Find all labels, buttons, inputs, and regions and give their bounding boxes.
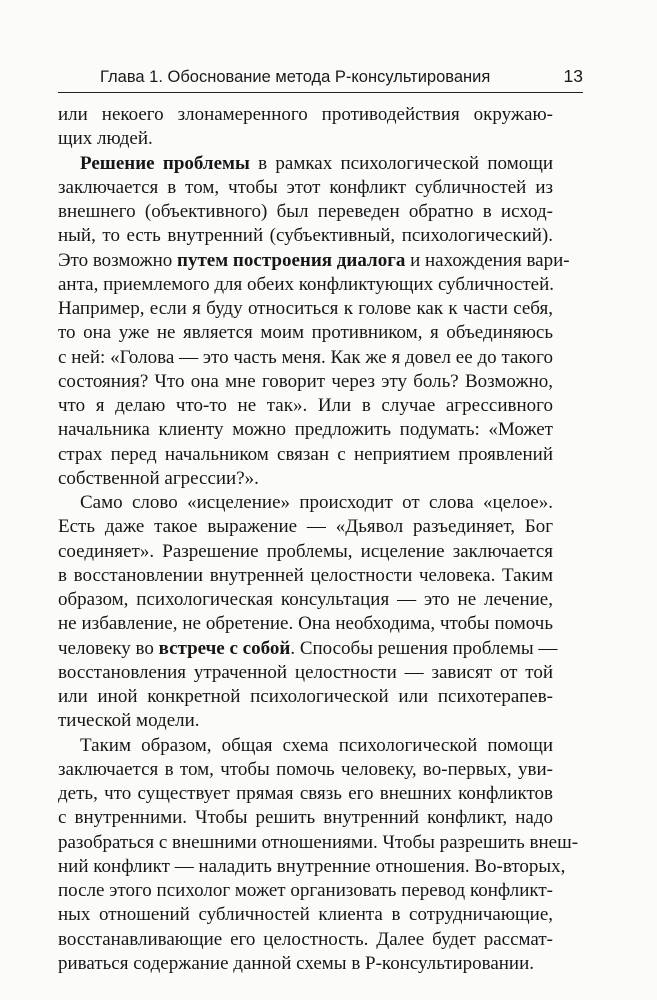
text-run: восстанавливающие его целостность. Далее будет рассмат-: [58, 928, 553, 950]
text-run: с ней: «Голова — это часть меня. Как же я довел ее до такого: [58, 346, 553, 368]
text-run: или иной конкретной психологической или психотерапев-: [58, 686, 553, 707]
text-line: [58, 637, 558, 661]
text-line: [58, 661, 553, 685]
text-run: анта, приемлемого для обеих конфликтующих субличностей.: [58, 273, 555, 295]
text-line: [58, 127, 553, 151]
text-line: [58, 564, 553, 588]
text-run: что я делаю что-то не так». Или в случае агрессивного: [58, 395, 553, 416]
text-run: разобраться с внешними отношениями. Чтобы разрешить внеш-: [58, 831, 579, 853]
text-run: начальника клиенту можно предложить подумать: «Может: [58, 419, 553, 441]
emphasis-text: встрече с собой: [158, 637, 291, 659]
text-line: [58, 224, 553, 248]
text-run: то она уже не является моим противником, я объединяюсь: [58, 322, 553, 344]
text-line: [58, 103, 553, 127]
text-run: тической модели.: [58, 710, 200, 732]
text-line: [58, 273, 553, 297]
text-line: [58, 928, 553, 952]
text-run: образом, психологическая консультация — это не лечение,: [58, 589, 553, 610]
page-number: 13: [563, 66, 583, 86]
page-header: [58, 62, 583, 93]
text-run: внешнего (объективного) был переведен обратно в исход-: [58, 201, 553, 222]
text-line: [58, 758, 553, 782]
paragraph: [58, 103, 553, 152]
emphasis-text: путем построения диалога: [177, 249, 406, 271]
text-run: состояния? Что она мне говорит через эту боль? Возможно,: [58, 370, 553, 392]
text-line: [58, 588, 553, 612]
text-run: Это возможно: [58, 249, 178, 271]
text-line: [58, 321, 553, 345]
text-line: [58, 394, 553, 418]
text-run: ных отношений субличностей клиента в сотрудничающие,: [58, 904, 553, 926]
text-line: [58, 443, 553, 467]
text-line: [58, 515, 553, 539]
text-run: заключается в том, чтобы помочь человеку, во-первых, уви-: [58, 758, 553, 780]
text-line: [58, 806, 553, 830]
text-run: щих людей.: [58, 128, 153, 150]
text-run: Таким образом, общая схема психологической помощи: [80, 734, 553, 756]
text-run: риваться содержание данной схемы в Р-консультировании.: [58, 952, 535, 974]
text-line: [58, 200, 553, 224]
text-run: страх перед начальником связан с неприятием проявлений: [58, 443, 553, 465]
text-run: человеку во: [58, 637, 159, 659]
text-line: [58, 855, 566, 879]
text-run: Само слово «исцеление» происходит от слова «целое».: [80, 492, 553, 513]
text-run: после этого психолог может организовать перевод конфликт-: [58, 880, 553, 901]
text-line: [58, 249, 570, 273]
running-head: Глава 1. Обоснование метода Р-консультирования: [100, 68, 491, 86]
text-run: ный, то есть внутренний (субъективный, психологический).: [58, 225, 553, 247]
text-run: собственной агрессии?».: [58, 467, 259, 489]
text-run: ний конфликт — наладить внутренние отношения. Во-вторых,: [58, 855, 566, 877]
body-text: [58, 103, 579, 976]
text-run: с внутренними. Чтобы решить внутренний конфликт, надо: [58, 807, 553, 829]
text-run: в рамках психологической помощи: [249, 152, 554, 174]
text-line: [58, 540, 553, 564]
text-line: [58, 879, 553, 903]
text-line: [58, 491, 553, 515]
text-line: [58, 685, 553, 709]
text-run: в восстановлении внутренней целостности человека. Таким: [58, 564, 553, 586]
text-line: [58, 297, 553, 321]
text-run: деть, что существует прямая связь его внешних конфликтов: [58, 783, 553, 804]
text-line: [58, 346, 553, 370]
text-run: или некоего злонамеренного противодействия окружаю-: [58, 104, 553, 125]
text-run: восстановления утраченной целостности — зависят от той: [58, 661, 553, 683]
text-line: [58, 782, 553, 806]
emphasis-text: Решение проблемы: [80, 152, 250, 174]
text-run: и нахождения вари-: [405, 249, 570, 271]
text-line: [58, 831, 579, 855]
text-line: [58, 952, 553, 976]
text-line: [58, 734, 553, 758]
text-line: [58, 418, 553, 442]
text-line: [58, 467, 553, 491]
text-run: заключается в том, чтобы этот конфликт субличностей из: [58, 176, 553, 198]
text-run: не избавление, не обретение. Она необходима, чтобы помочь: [58, 613, 553, 635]
text-run: . Способы решения проблемы —: [290, 637, 558, 659]
text-line: [58, 612, 553, 636]
text-line: [58, 709, 553, 733]
paragraph: [58, 491, 558, 734]
text-run: Есть даже такое выражение — «Дьявол разъединяет, Бог: [58, 516, 553, 538]
text-line: [58, 903, 553, 927]
text-line: [58, 152, 553, 176]
paragraph: [58, 734, 579, 977]
paragraph: [58, 152, 570, 492]
text-line: [58, 176, 553, 200]
text-run: Например, если я буду относиться к голове как к части себя,: [58, 298, 553, 319]
text-line: [58, 370, 553, 394]
text-run: соединяет». Разрешение проблемы, исцеление заключается: [58, 540, 553, 562]
